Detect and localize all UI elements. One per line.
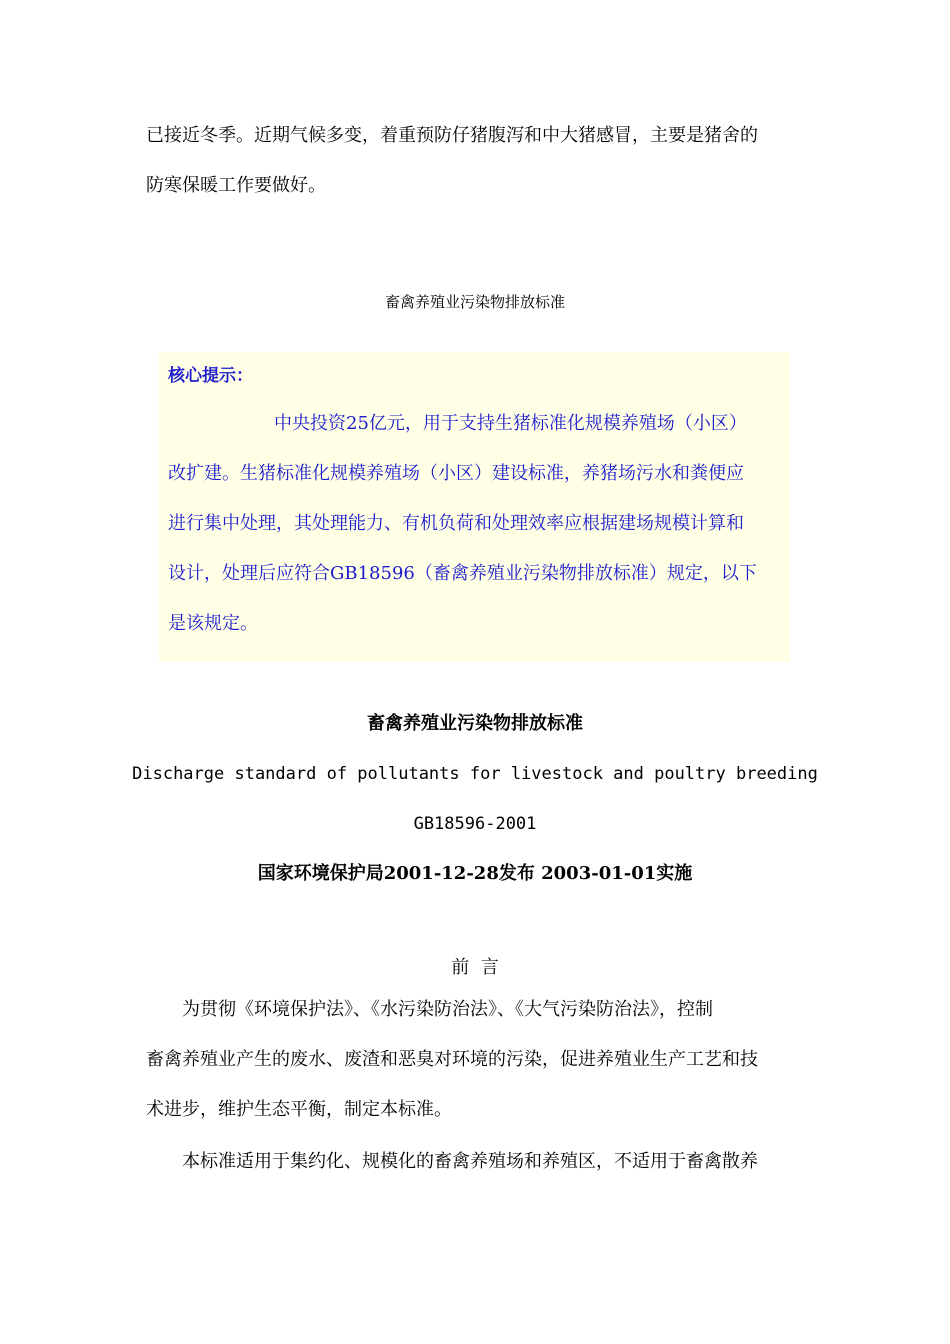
standard-title-en: Discharge standard of pollutants for livestock and poultry breeding: [132, 764, 818, 784]
callout-line: 是该规定。: [168, 613, 258, 634]
intro-line-1: 已接近冬季。近期气候多变，着重预防仔猪腹泻和中大猪感冒，主要是猪舍的: [146, 125, 758, 146]
preface-p2-line: 本标准适用于集约化、规模化的畜禽养殖场和养殖区，不适用于畜禽散养: [182, 1151, 758, 1172]
standard-issued: 国家环境保护局2001-12-28发布 2003-01-01实施: [257, 863, 693, 884]
callout-line: 改扩建。生猪标准化规模养殖场（小区）建设标准，养猪场污水和粪便应: [168, 463, 744, 484]
preface-p1-line: 畜禽养殖业产生的废水、废渣和恶臭对环境的污染，促进养殖业生产工艺和技: [146, 1049, 758, 1070]
standard-code: GB18596-2001: [413, 814, 537, 834]
callout-line: 设计，处理后应符合GB18596（畜禽养殖业污染物排放标准）规定，以下: [168, 563, 757, 584]
callout-line: 中央投资25亿元，用于支持生猪标准化规模养殖场（小区）: [274, 413, 747, 434]
preface-p1-line: 为贯彻《环境保护法》、《水污染防治法》、《大气污染防治法》，控制: [182, 999, 713, 1020]
standard-title-cn: 畜禽养殖业污染物排放标准: [367, 713, 583, 734]
callout-line: 进行集中处理，其处理能力、有机负荷和处理效率应根据建场规模计算和: [168, 513, 744, 534]
small-title: 畜禽养殖业污染物排放标准: [384, 293, 565, 311]
callout-heading: 核心提示：: [168, 366, 253, 386]
preface-heading: 前 言: [451, 957, 499, 978]
core-tip-callout: [159, 352, 790, 662]
preface-p1-line: 术进步，维护生态平衡，制定本标准。: [146, 1099, 452, 1120]
intro-line-2: 防寒保暖工作要做好。: [146, 175, 326, 196]
